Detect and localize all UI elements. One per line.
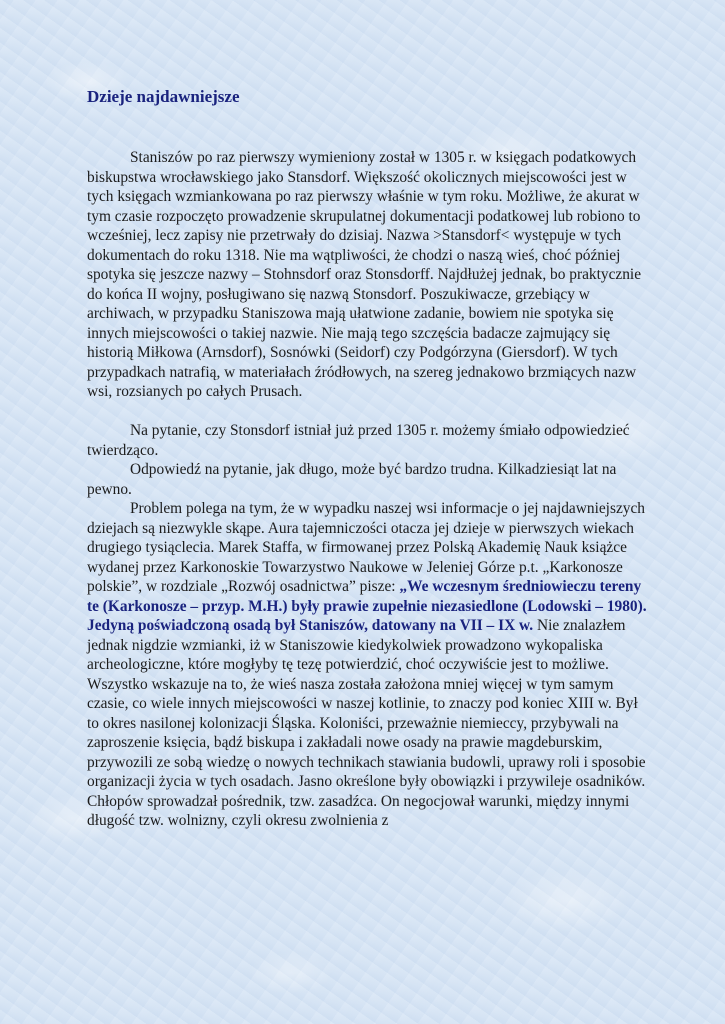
- staffa-quote: „We wczesnym średniowieczu tereny te (Karkonosze – przyp. M.H.) były prawie zupełnie niezasiedlone (Lodowski – 1980). Jedyną poświadczoną osadą był Staniszów, datowany na VII – IX w.: [87, 578, 647, 634]
- document-page: [87, 86, 647, 831]
- paragraph-problem-intro: Problem polega na tym, że w wypadku naszej wsi informacje o jej najdawniejszych dziejach są niezwykle skąpe. Aura tajemniczości otacza jej dzieje w pierwszych wiekach drugiego tysiąclecia. Marek Staffa, w firmowanej przez Polską Akademię Nauk książce wydanej przez Karkonoskie Towarzystwo Naukowe w Jeleniej Górze p.t. „Karkonosze polskie”, w rozdziale „Rozwój osadnictwa” pisze:: [87, 500, 646, 595]
- section-heading: Dzieje najdawniejsze: [87, 87, 240, 106]
- paragraph-first-mention: Staniszów po raz pierwszy wymieniony został w 1305 r. w księgach podatkowych biskupstwa wrocławskiego jako Stansdorf. Większość okolicznych miejscowości jest w tych księgach wzmiankowana po raz pierwszy właśnie w tym roku. Możliwe, że akurat w tym czasie rozpoczęto prowadzenie skrupulatnej dokumentacji podatkowej lub robiono to wcześniej, lecz zapisy nie przetrwały do dzisiaj. Nazwa >Stansdorf< występuje w tych dokumentach do roku 1318. Nie ma wątpliwości, że chodzi o naszą wieś, choć później spotyka się jeszcze nazwy – Stohnsdorf oraz Stonsdorff. Najdłużej jednak, bo praktycznie do końca II wojny, posługiwano się nazwą Stonsdorf. Poszukiwacze, grzebiący w archiwach, w przypadku Staniszowa mają ułatwione zadanie, bowiem nie spotyka się innych miejscowości o takiej nazwie. Nie mają tego szczęścia badacze zajmujący się historią Miłkowa (Arnsdorf), Sosnówki (Seidorf) czy Podgórzyna (Giersdorf). W tych przypadkach natrafią, w materiałach źródłowych, na szereg jednakowo brzmiących nazw wsi, rozsianych po całych Prusach.: [87, 149, 642, 400]
- section-origins: [87, 421, 647, 831]
- paragraph-existed-before: Na pytanie, czy Stonsdorf istniał już przed 1305 r. możemy śmiało odpowiedzieć twierdząco.: [87, 422, 630, 459]
- paragraph-how-long: Odpowiedź na pytanie, jak długo, może być bardzo trudna. Kilkadziesiąt lat na pewno.: [87, 461, 617, 498]
- paragraph-problem: [87, 499, 647, 831]
- paragraph-problem-continuation: Nie znalazłem jednak nigdzie wzmianki, iż w Staniszowie kiedykolwiek prowadzono wykopaliska archeologiczne, które mogłyby tę tezę potwierdzić, choć oczywiście jest to możliwe. Wszystko wskazuje na to, że wieś nasza została założona mniej więcej w tym samym czasie, co wiele innych miejscowości w naszej kotlinie, to znaczy pod koniec XIII w. Był to okres nasilonej kolonizacji Śląska. Koloniści, przeważnie niemieccy, przybywali na zaproszenie księcia, bądź biskupa i zakładali nowe osady na prawie magdeburskim, przywozili ze sobą wiedzę o nowych technikach stawiania budowli, uprawy roli i sposobie organizacji życia w tych osadach. Jasno określone były obowiązki i przywileje osadników. Chłopów sprowadzał pośrednik, tzw. zasadźca. On negocjował warunki, między innymi długość tzw. wolnizny, czyli okresu zwolnienia z: [87, 617, 646, 829]
- section-first-mention: [87, 148, 647, 402]
